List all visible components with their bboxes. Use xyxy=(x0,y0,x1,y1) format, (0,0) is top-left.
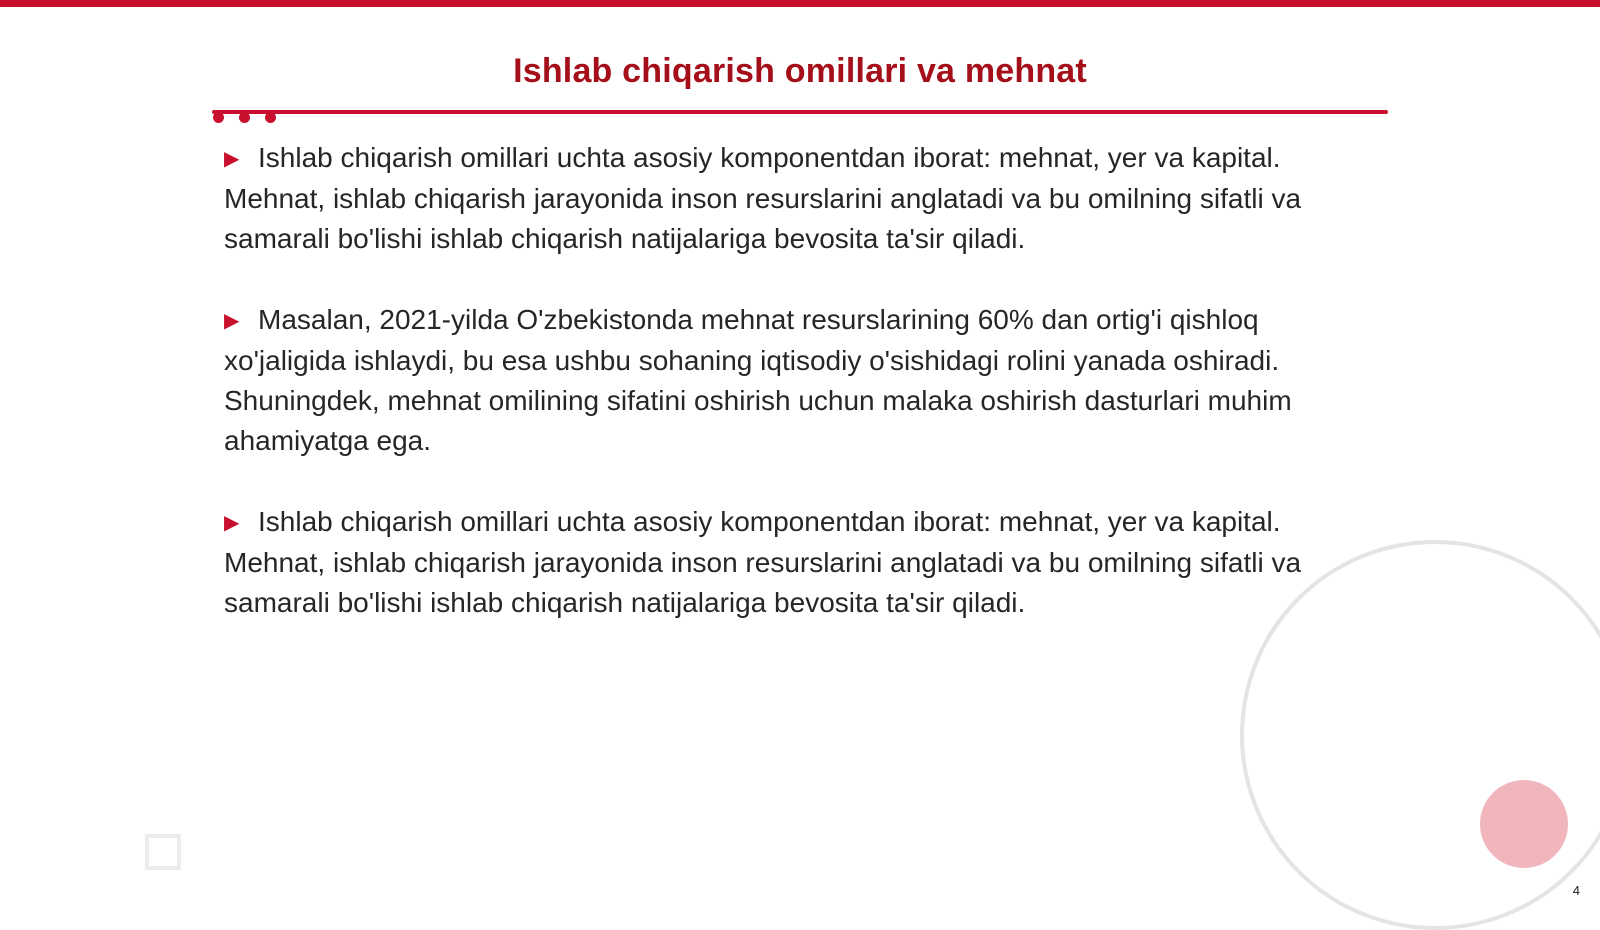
bullet-item xyxy=(224,138,1384,259)
slide-title: Ishlab chiqarish omillari va mehnat xyxy=(513,52,1087,90)
slide-body xyxy=(224,138,1384,664)
bullet-item xyxy=(224,502,1384,623)
page-number: 4 xyxy=(1572,883,1580,898)
decorative-circle xyxy=(1480,780,1568,868)
title-dot xyxy=(213,112,224,123)
title-underline xyxy=(212,110,1388,114)
bullet-arrow-icon: ▶ xyxy=(224,148,240,170)
bullet-arrow-icon: ▶ xyxy=(224,310,240,332)
bullet-text: Masalan, 2021-yilda O'zbekistonda mehnat resurslarining 60% dan ortig'i qishloq xo'jaligida ishlaydi, bu esa ushbu sohaning iqtisodiy o'sishidagi rolini yanada oshiradi. Shuningdek, mehnat omilining sifatini oshirish uchun malaka oshirish dasturlari muhim ahamiyatga ega. xyxy=(224,304,1292,456)
bullet-text: Ishlab chiqarish omillari uchta asosiy komponentdan iborat: mehnat, yer va kapital. Mehnat, ishlab chiqarish jarayonida inson resurslarini anglatadi va bu omilning sifatli va samarali bo'lishi ishlab chiqarish natijalariga bevosita ta'sir qiladi. xyxy=(224,506,1302,618)
decorative-square xyxy=(145,834,181,870)
decorative-ring xyxy=(1240,540,1600,930)
bullet-text: Ishlab chiqarish omillari uchta asosiy komponentdan iborat: mehnat, yer va kapital. Mehnat, ishlab chiqarish jarayonida inson resurslarini anglatadi va bu omilning sifatli va samarali bo'lishi ishlab chiqarish natijalariga bevosita ta'sir qiladi. xyxy=(224,142,1302,254)
top-accent-bar xyxy=(0,0,1600,7)
title-dot xyxy=(239,112,250,123)
bullet-item xyxy=(224,300,1384,461)
title-dot xyxy=(265,112,276,123)
bullet-arrow-icon: ▶ xyxy=(224,512,240,534)
